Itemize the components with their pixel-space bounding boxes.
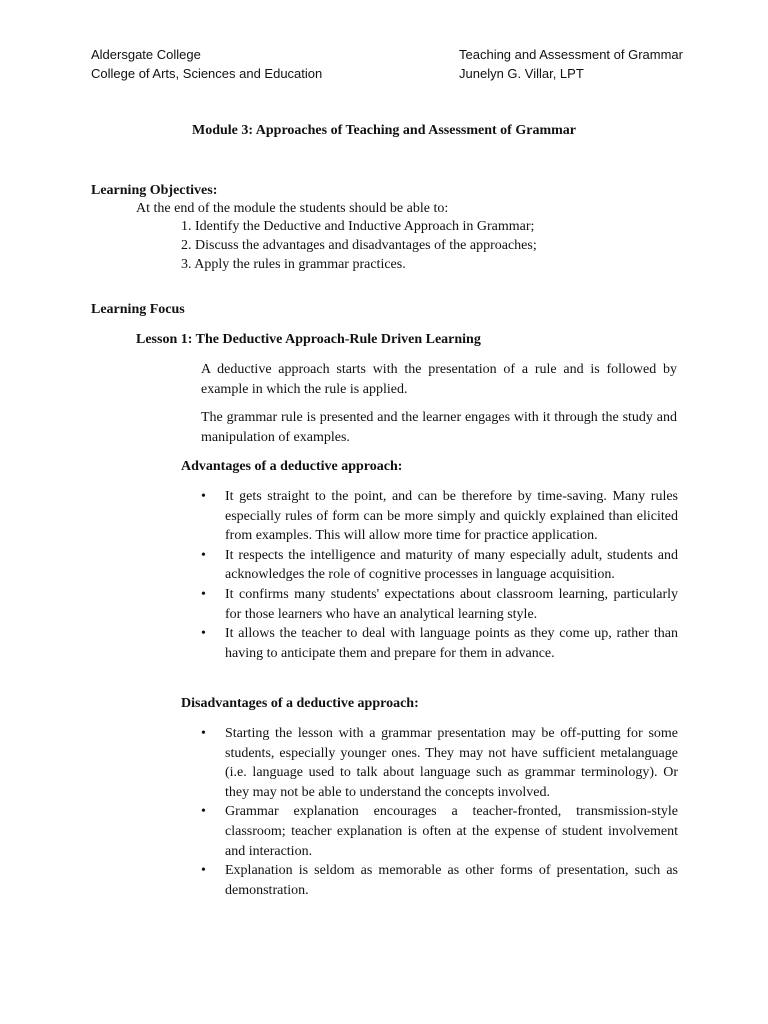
list-item-text: Starting the lesson with a grammar presentation may be off-putting for some students, especially younger ones. They may not have sufficient metalanguage (i.e. language used to talk about language such as grammar terminology). Or they may not be able to understand the concepts involved.	[225, 726, 678, 800]
disadvantages-heading: Disadvantages of a deductive approach:	[181, 696, 419, 711]
header-left	[91, 45, 322, 83]
bullet-icon: •	[201, 726, 206, 741]
college-name: College of Arts, Sciences and Education	[91, 66, 323, 81]
advantages-heading: Advantages of a deductive approach:	[181, 459, 403, 474]
list-item	[200, 487, 678, 546]
list-item	[200, 585, 678, 624]
bullet-icon: •	[201, 863, 206, 879]
bullet-icon: •	[201, 489, 206, 504]
list-item	[200, 802, 678, 861]
list-item-text: Grammar explanation encourages a teacher-fronted, transmission-style classroom; teacher explanation is often at the expense of student involvement and interaction.	[225, 804, 678, 859]
disadvantages-list	[200, 724, 678, 900]
module-title: Module 3: Approaches of Teaching and Assessment of Grammar	[192, 123, 576, 138]
course-title: Teaching and Assessment of Grammar	[459, 47, 683, 62]
header-right	[459, 45, 683, 83]
list-item	[200, 624, 678, 663]
list-item-text: Explanation is seldom as memorable as other forms of presentation, such as demonstration.	[225, 863, 678, 898]
objective-item: 1. Identify the Deductive and Inductive Approach in Grammar;	[181, 219, 535, 234]
objectives-intro: At the end of the module the students should be able to:	[136, 201, 449, 216]
lesson-title: Lesson 1: The Deductive Approach-Rule Driven Learning	[136, 332, 481, 347]
bullet-icon: •	[201, 626, 206, 642]
objective-item: 2. Discuss the advantages and disadvantages of the approaches;	[181, 238, 537, 253]
lesson-paragraph: A deductive approach starts with the presentation of a rule and is followed by example in which the rule is applied.	[201, 362, 677, 397]
list-item-text: It allows the teacher to deal with language points as they come up, rather than having to anticipate them and prepare for them in advance.	[225, 626, 678, 661]
objective-item: 3. Apply the rules in grammar practices.	[181, 257, 406, 272]
objectives-heading: Learning Objectives:	[91, 183, 218, 198]
bullet-icon: •	[201, 804, 206, 820]
lesson-paragraph: The grammar rule is presented and the learner engages with it through the study and manipulation of examples.	[201, 410, 677, 445]
list-item-text: It gets straight to the point, and can be therefore by time-saving. Many rules especially rules of form can be more simply and quickly explained than elicited from examples. This will allow more time for practice application.	[225, 489, 678, 544]
bullet-icon: •	[201, 547, 206, 563]
advantages-list	[200, 487, 678, 663]
objectives-list	[181, 217, 537, 274]
institution-name: Aldersgate College	[91, 47, 201, 62]
author-name: Junelyn G. Villar, LPT	[459, 66, 584, 81]
bullet-icon: •	[201, 586, 206, 602]
learning-focus-heading: Learning Focus	[91, 302, 185, 317]
list-item	[200, 724, 678, 802]
list-item	[200, 546, 678, 585]
list-item-text: It respects the intelligence and maturity of many especially adult, students and acknowledges the role of cognitive processes in language acquisition.	[225, 547, 678, 583]
list-item	[200, 861, 678, 900]
list-item-text: It confirms many students' expectations about classroom learning, particularly for those learners who have an analytical learning style.	[225, 586, 678, 622]
